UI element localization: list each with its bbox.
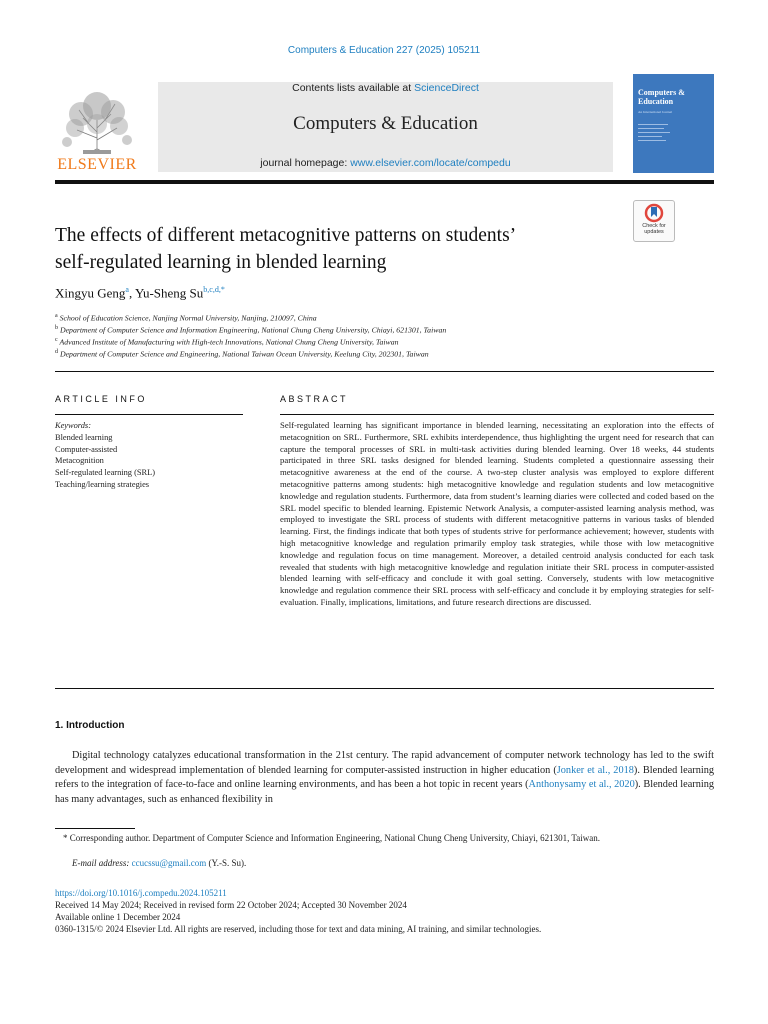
affiliation-marker[interactable]: a bbox=[125, 285, 129, 294]
citation-link[interactable]: Jonker et al., 2018 bbox=[556, 764, 634, 776]
keyword: Teaching/learning strategies bbox=[55, 479, 150, 489]
affiliation-mark: b bbox=[55, 325, 58, 331]
received-dates: Received 14 May 2024; Received in revised form 22 October 2024; Accepted 30 November 2024 bbox=[55, 900, 407, 910]
affiliation-marker[interactable]: b,c,d,* bbox=[203, 285, 225, 294]
title-line-1: The effects of different metacognitive patterns on students’ bbox=[55, 225, 517, 246]
affiliation-mark: c bbox=[55, 337, 58, 343]
abstract-rule bbox=[280, 414, 714, 415]
journal-reference[interactable]: Computers & Education 227 (2025) 105211 bbox=[287, 45, 481, 56]
publisher-name: ELSEVIER bbox=[57, 156, 137, 173]
copyright-notice: 0360-1315/© 2024 Elsevier Ltd. All rights are reserved, including those for text and data mining, AI training, and similar technologies. bbox=[55, 924, 542, 934]
author-name[interactable]: Yu-Sheng Su bbox=[135, 285, 204, 301]
intro-text-part: ). Blended learning has many advantages, such as enhanced flexibility in bbox=[55, 779, 715, 805]
affiliation-text: Advanced Institute of Manufacturing with High-tech Innovations, National Chung Cheng University, Taiwan bbox=[59, 337, 399, 347]
corresponding-author-footnote: * Corresponding author. Department of Computer Science and Information Engineering, National Chung Cheng University, Chiayi, 621301, Taiwan. bbox=[63, 833, 601, 843]
keyword: Computer-assisted bbox=[55, 444, 118, 454]
crossmark-label: Check for updates bbox=[642, 223, 666, 235]
cover-text-line bbox=[638, 128, 664, 129]
header-rule bbox=[55, 180, 714, 184]
homepage-line bbox=[158, 157, 613, 169]
available-online: Available online 1 December 2024 bbox=[55, 912, 181, 922]
affiliation bbox=[55, 337, 399, 347]
cover-title: Computers & Education bbox=[638, 88, 685, 106]
intro-text-part: Digital technology catalyzes educational transformation in the 21st century. The rapid advancement of computer network technology has led to the swift development and widespread implementation of blended learning for computer-assisted instruction in higher education ( bbox=[55, 750, 714, 776]
journal-title: Computers & Education bbox=[293, 113, 478, 134]
homepage-link[interactable]: www.elsevier.com/locate/compedu bbox=[350, 157, 511, 169]
email-link[interactable]: ccucssu@gmail.com bbox=[131, 858, 207, 868]
keywords-title: Keywords: bbox=[55, 421, 91, 430]
affiliation bbox=[55, 349, 429, 359]
cover-subtitle: An International Journal bbox=[638, 110, 673, 114]
cover-text-line bbox=[638, 136, 662, 137]
affiliation-text: School of Education Science, Nanjing Normal University, Nanjing, 210097, China bbox=[59, 313, 317, 323]
article-info-heading: ARTICLE INFO bbox=[55, 394, 147, 404]
author-name[interactable]: Xingyu Geng bbox=[55, 285, 126, 301]
paper-title bbox=[55, 222, 615, 276]
author-separator: , bbox=[128, 285, 136, 301]
sciencedirect-link[interactable]: ScienceDirect bbox=[414, 82, 479, 94]
affiliation-mark: a bbox=[55, 313, 58, 319]
contents-line bbox=[158, 82, 613, 94]
journal-cover-thumbnail[interactable] bbox=[633, 74, 714, 173]
cover-text-line bbox=[638, 140, 666, 141]
title-line-2: self-regulated learning in blended learning bbox=[55, 252, 387, 273]
crossmark-icon bbox=[634, 201, 674, 223]
citation-link[interactable]: Anthonysamy et al., 2020 bbox=[528, 779, 635, 790]
doi-link[interactable]: https://doi.org/10.1016/j.compedu.2024.105211 bbox=[55, 888, 227, 898]
abstract-heading: ABSTRACT bbox=[280, 394, 349, 404]
publication-info bbox=[55, 887, 714, 935]
author-list bbox=[55, 285, 225, 301]
cover-text-line bbox=[638, 132, 670, 133]
footnote-rule bbox=[55, 828, 135, 829]
affiliation-text: Department of Computer Science and Engineering, National Taiwan Ocean University, Keelung City, 202301, Taiwan bbox=[59, 349, 429, 359]
email-label: E-mail address: bbox=[72, 858, 132, 868]
introduction-paragraph bbox=[55, 749, 714, 807]
keyword: Metacognition bbox=[55, 456, 104, 466]
keyword: Self-regulated learning (SRL) bbox=[55, 468, 156, 478]
affiliation bbox=[55, 313, 317, 323]
keyword: Blended learning bbox=[55, 432, 113, 442]
article-info-rule bbox=[55, 414, 243, 415]
abstract-end-rule bbox=[55, 688, 714, 689]
contents-prefix: Contents lists available at bbox=[292, 82, 415, 94]
email-line bbox=[72, 858, 246, 868]
cover-text-line bbox=[638, 124, 668, 125]
abstract-text: Self-regulated learning has significant importance in blended learning, necessitating an exploration into the effects of metacognition on SRL. Furthermore, SRL exhibits interdependence, thus highlighting the urgent need for research that can capture the temporal processes of SRL in multi-task activities during blended learning. Over 18 weeks, 44 students participated in three SRL tasks designed for blended learning. Students completed a questionnaire assessing their metacognitive awareness at the end of the course. A two-step cluster analysis was employed to explore different metacognitive patterns among students: high metacognitive knowledge and regulation students and low metacognitive knowledge and regulation students. Furthermore, data from student’s learning diaries were collected and coded based on the SRL model specific to blended learning. Epistemic Network Analysis, a computer-assisted learning analysis method, was employed to investigate the SRL process of students with different metacognitive patterns in various tasks of blended learning. First, the findings indicate that both types of students strive for performance achievement; however, students with high metacognitive knowledge and regulation primarily employ task strategies, while those with low metacognitive knowledge and regulation focus on time management. Moreover, a detailed centroid analysis conducted for each task revealed that students with high metacognitive knowledge and regulation initiate their SRL process in computer-assisted blended learning with self-efficacy and conclude it with goal setting. Conversely, students with low metacognitive knowledge and regulation commence their SRL process with self-efficacy and conclude it by employing strategies for self-evaluation. Finally, implications, limitations, and future research directions are discussed. bbox=[280, 420, 714, 607]
section-rule bbox=[55, 371, 714, 372]
affiliation bbox=[55, 325, 446, 335]
check-for-updates-button[interactable] bbox=[633, 200, 675, 242]
affiliation-mark: d bbox=[55, 349, 58, 355]
email-suffix: (Y.-S. Su). bbox=[206, 858, 247, 868]
keywords-block bbox=[55, 420, 155, 491]
homepage-prefix: journal homepage: bbox=[260, 157, 351, 169]
affiliation-text: Department of Computer Science and Information Engineering, National Chung Cheng University, Chiayi, 621301, Taiwan bbox=[59, 325, 447, 335]
intro-text-part: ). Blended learning refers to the integration of face-to-face and online learning environments, and has been a hot topic in recent years ( bbox=[55, 764, 715, 790]
introduction-heading: 1. Introduction bbox=[55, 720, 125, 731]
